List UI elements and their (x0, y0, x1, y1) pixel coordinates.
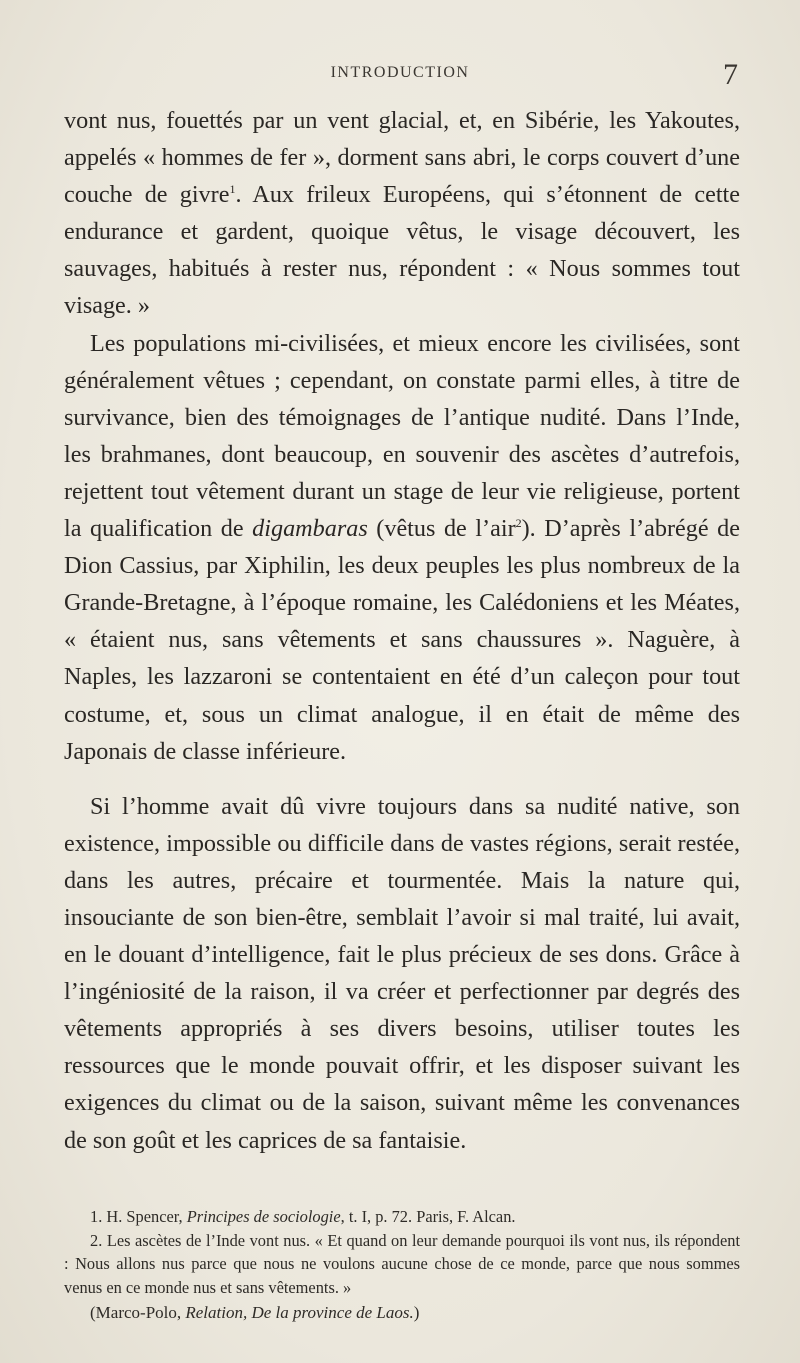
footnote-2-source (64, 1301, 740, 1325)
footnote-2-source-title: Relation, De la province de Laos. (185, 1303, 414, 1322)
paragraph-2 (64, 325, 740, 770)
paragraph-1-text-a: vont nus, fouettés par un vent glacial, et, en Sibérie, les Yakoutes, appelés « hommes de fer », dorment sans abri, le corps couvert d’une couche de givre (64, 107, 740, 209)
footnote-ref-2: 2 (515, 515, 522, 530)
footnote-2: 2. Les ascètes de l’Inde vont nus. « Et quand on leur demande pourquoi ils vont nus, ils répondent : Nous allons nus parce que nous ne voulons aucune chose de ce monde, parce que nous sommes venus en ce monde nus et sans vêtements. » (64, 1230, 740, 1297)
footnote-ref-1: 1 (229, 182, 236, 197)
paragraph-2-text-b: (vêtus de l’air (367, 515, 516, 543)
paragraph-3: Si l’homme avait dû vivre toujours dans sa nudité native, son existence, impossible ou difficile dans de vastes régions, serait restée, dans les autres, précaire et tourmentée. Mais la nature qui, insouciante de son bien-être, semblait l’avoir si mal traité, lui avait, en le douant d’intelligence, fait le plus précieux de ses dons. Grâce à l’ingéniosité de la raison, il va créer et perfectionner par degrés des vêtements appropriés à ses divers besoins, utiliser toutes les ressources que le monde pouvait offrir, et les disposer suivant les exigences du climat ou de la saison, suivant même les convenances de son goût et les caprices de sa fantaisie. (64, 792, 740, 1154)
paragraph-2-italic-term: digambaras (252, 515, 368, 543)
footnote-1-title: Principes de sociologie (186, 1207, 341, 1226)
paragraph-1-text-b: . Aux frileux Européens, qui s’étonnent de cette endurance et gardent, quoique vêtus, le visage découvert, les sauvages, habitués à rester nus, répondent : « Nous sommes tout visage. » (64, 181, 740, 320)
footnote-1-post: , t. I, p. 72. Paris, F. Alcan. (340, 1207, 516, 1226)
footnotes (64, 1205, 740, 1325)
footnote-2-source-close: ) (413, 1303, 420, 1322)
paragraph-gap (64, 770, 740, 788)
paragraph-1 (64, 102, 740, 325)
running-title: INTRODUCTION (330, 64, 470, 81)
footnote-1 (64, 1205, 740, 1229)
running-head (0, 58, 800, 92)
footnote-1-pre: 1. H. Spencer, (90, 1207, 187, 1226)
paragraph-2-text-c: ). D’après l’abrégé de Dion Cassius, par Xiphilin, les deux peuples les plus nombreux de la Grande-Bretagne, à l’époque romaine, les Calédoniens et les Méates, « étaient nus, sans vêtements et sans chaussures ». Naguère, à Naples, les lazzaroni se contentaient en été d’un caleçon pour tout costume, et, sous un climat analogue, il en était de même des Japonais de classe inférieure. (64, 515, 740, 765)
footnote-2-source-open: (Marco-Polo, (90, 1303, 186, 1322)
page-number: 7 (723, 58, 738, 91)
body-text (64, 102, 740, 1159)
paragraph-2-text-a: Les populations mi-civilisées, et mieux encore les civilisées, sont généralement vêtues ; cependant, on constate parmi elles, à titre de survivance, bien des témoignages de l’antique nudité. Dans l’Inde, les brahmanes, dont beaucoup, en souvenir des ascètes d’autrefois, rejettent tout vêtement durant un stage de leur vie religieuse, portent la qualification de (64, 329, 740, 543)
